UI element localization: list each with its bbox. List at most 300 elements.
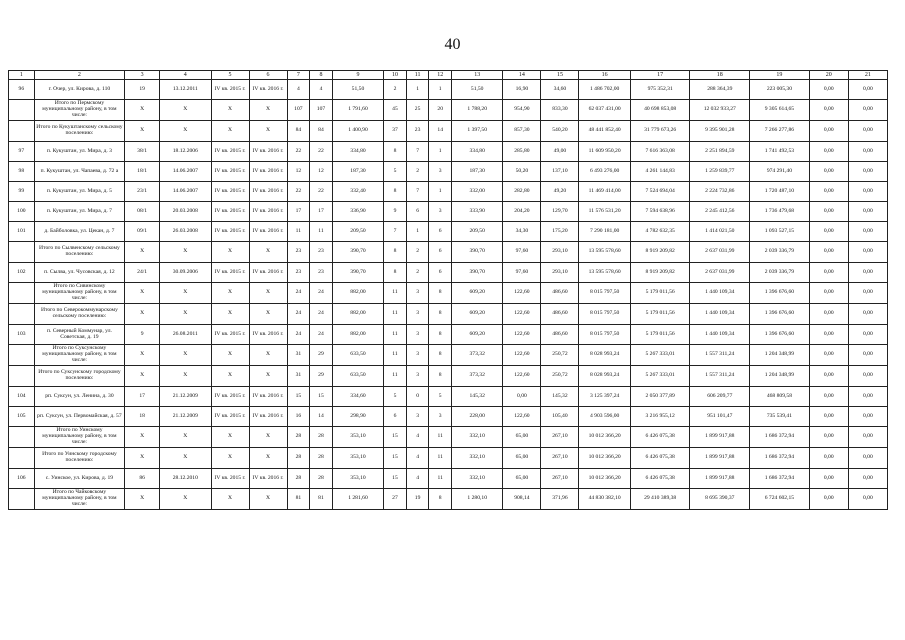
cell-col-20: 0,00 [809, 263, 848, 283]
cell-col-2: п. Северный Коммунар, ул. Советская, д. 19 [34, 325, 124, 345]
cell-col-18: 951 101,47 [690, 407, 750, 427]
cell-col-10: 11 [384, 345, 407, 366]
cell-col-8: 22 [310, 142, 333, 162]
cell-col-8: 29 [310, 366, 333, 387]
cell-col-9: 390,70 [332, 242, 383, 263]
cell-col-12: 8 [429, 366, 452, 387]
cell-col-1: 103 [9, 325, 35, 345]
cell-col-2: п. Кукуштан, ул. Мира, д. 7 [34, 202, 124, 222]
cell-col-16: 11 576 531,20 [579, 202, 630, 222]
table-subtotal-row [9, 100, 888, 121]
cell-col-5: X [211, 489, 249, 510]
cell-col-19: 1 720 487,10 [750, 182, 810, 202]
table-row [9, 202, 888, 222]
cell-col-11: 23 [406, 121, 429, 142]
cell-col-16: 8 015 797,50 [579, 283, 630, 304]
cell-col-18: 2 224 732,86 [690, 182, 750, 202]
cell-col-15: 486,60 [541, 283, 579, 304]
cell-col-7: 31 [287, 345, 310, 366]
cell-col-2: п. Кукуштан, ул. Чапаева, д. 72 а [34, 162, 124, 182]
cell-col-12: 6 [429, 222, 452, 242]
cell-col-5: IV кв. 2015 г. [211, 407, 249, 427]
cell-col-16: 13 595 578,60 [579, 263, 630, 283]
cell-col-6: IV кв. 2016 г. [249, 325, 287, 345]
cell-col-9: 9 [332, 71, 383, 80]
cell-col-7: 22 [287, 142, 310, 162]
cell-col-18: 2 637 031,99 [690, 263, 750, 283]
cell-col-9: 336,90 [332, 202, 383, 222]
cell-col-12: 8 [429, 304, 452, 325]
cell-col-16: 44 830 382,10 [579, 489, 630, 510]
cell-col-15: 540,20 [541, 121, 579, 142]
cell-col-10: 45 [384, 100, 407, 121]
cell-col-15: 371,96 [541, 489, 579, 510]
cell-col-12: 11 [429, 448, 452, 469]
cell-col-8: 24 [310, 283, 333, 304]
cell-col-16: 11 609 950,20 [579, 142, 630, 162]
cell-col-4: 26.03.2008 [160, 222, 211, 242]
cell-col-17: 6 426 075,38 [630, 448, 690, 469]
cell-col-14: 857,30 [503, 121, 541, 142]
cell-col-13: 609,20 [452, 304, 503, 325]
cell-col-8: 4 [310, 80, 333, 100]
cell-col-4: 4 [160, 71, 211, 80]
cell-col-15: 250,72 [541, 345, 579, 366]
cell-col-5: IV кв. 2015 г. [211, 387, 249, 407]
cell-col-19: 9 305 614,65 [750, 100, 810, 121]
cell-col-5: IV кв. 2015 г. [211, 202, 249, 222]
cell-col-13: 145,32 [452, 387, 503, 407]
cell-col-8: 28 [310, 469, 333, 489]
cell-col-13: 1 280,10 [452, 489, 503, 510]
cell-col-6: X [249, 304, 287, 325]
cell-col-14: 34,30 [503, 222, 541, 242]
cell-col-9: 334,60 [332, 387, 383, 407]
cell-col-11: 11 [406, 71, 429, 80]
cell-col-15: 267,10 [541, 427, 579, 448]
cell-col-16: 48 441 852,40 [579, 121, 630, 142]
cell-col-3: 09/1 [125, 222, 160, 242]
cell-col-7: 22 [287, 182, 310, 202]
cell-col-17: 975 352,31 [630, 80, 690, 100]
cell-col-19: 1 686 372,94 [750, 448, 810, 469]
cell-col-3: 19 [125, 80, 160, 100]
cell-col-8: 84 [310, 121, 333, 142]
table-subtotal-row [9, 345, 888, 366]
cell-col-13: 209,50 [452, 222, 503, 242]
cell-col-6: 6 [249, 71, 287, 80]
cell-col-2: Итого по Уинскому городскому поселению: [34, 448, 124, 469]
cell-col-7: 28 [287, 448, 310, 469]
cell-col-11: 7 [406, 142, 429, 162]
cell-col-7: 28 [287, 427, 310, 448]
cell-col-9: 298,90 [332, 407, 383, 427]
cell-col-5: X [211, 100, 249, 121]
cell-col-10: 8 [384, 242, 407, 263]
cell-col-4: 30.09.2006 [160, 263, 211, 283]
cell-col-20: 0,00 [809, 242, 848, 263]
cell-col-18: 1 440 109,34 [690, 304, 750, 325]
cell-col-16: 8 015 797,50 [579, 304, 630, 325]
cell-col-12: 6 [429, 242, 452, 263]
cell-col-10: 2 [384, 80, 407, 100]
cell-col-5: IV кв. 2015 г. [211, 182, 249, 202]
cell-col-5: IV кв. 2015 г. [211, 469, 249, 489]
cell-col-13: 332,00 [452, 182, 503, 202]
cell-col-8: 12 [310, 162, 333, 182]
cell-col-5: X [211, 366, 249, 387]
cell-col-1: 100 [9, 202, 35, 222]
cell-col-8: 81 [310, 489, 333, 510]
cell-col-9: 209,50 [332, 222, 383, 242]
cell-col-9: 633,50 [332, 345, 383, 366]
cell-col-8: 28 [310, 448, 333, 469]
cell-col-3: X [125, 448, 160, 469]
cell-col-10: 9 [384, 202, 407, 222]
cell-col-17: 17 [630, 71, 690, 80]
cell-col-20: 20 [809, 71, 848, 80]
table-subtotal-row [9, 121, 888, 142]
cell-col-15: 49,20 [541, 182, 579, 202]
cell-col-18: 1 259 839,77 [690, 162, 750, 182]
cell-col-14: 122,60 [503, 304, 541, 325]
cell-col-11: 1 [406, 80, 429, 100]
cell-col-20: 0,00 [809, 448, 848, 469]
cell-col-7: 11 [287, 222, 310, 242]
cell-col-13: 609,20 [452, 283, 503, 304]
cell-col-17: 7 616 363,08 [630, 142, 690, 162]
cell-col-21: 0,00 [848, 407, 887, 427]
cell-col-13: 51,50 [452, 80, 503, 100]
cell-col-19: 1 686 372,94 [750, 469, 810, 489]
cell-col-16: 8 028 993,24 [579, 345, 630, 366]
cell-col-16: 8 015 797,50 [579, 325, 630, 345]
cell-col-21: 0,00 [848, 100, 887, 121]
cell-col-6: IV кв. 2016 г. [249, 80, 287, 100]
cell-col-13: 332,10 [452, 469, 503, 489]
cell-col-6: IV кв. 2016 г. [249, 182, 287, 202]
cell-col-19: 1 736 479,68 [750, 202, 810, 222]
cell-col-7: 23 [287, 263, 310, 283]
cell-col-19: 223 005,30 [750, 80, 810, 100]
cell-col-15: 486,60 [541, 325, 579, 345]
cell-col-4: 21.12.2009 [160, 387, 211, 407]
cell-col-9: 1 400,90 [332, 121, 383, 142]
cell-col-3: X [125, 304, 160, 325]
table-subtotal-row [9, 448, 888, 469]
cell-col-3: 17 [125, 387, 160, 407]
cell-col-15: 129,70 [541, 202, 579, 222]
table-subtotal-row [9, 489, 888, 510]
cell-col-1 [9, 448, 35, 469]
cell-col-3: X [125, 366, 160, 387]
cell-col-10: 15 [384, 427, 407, 448]
cell-col-12: 3 [429, 407, 452, 427]
cell-col-10: 6 [384, 407, 407, 427]
cell-col-13: 390,70 [452, 263, 503, 283]
cell-col-13: 373,32 [452, 366, 503, 387]
cell-col-12: 5 [429, 387, 452, 407]
cell-col-16: 10 012 366,20 [579, 448, 630, 469]
cell-col-11: 2 [406, 242, 429, 263]
cell-col-11: 4 [406, 469, 429, 489]
cell-col-18: 288 364,39 [690, 80, 750, 100]
cell-col-17: 8 919 209,82 [630, 263, 690, 283]
cell-col-12: 11 [429, 469, 452, 489]
table-row [9, 263, 888, 283]
cell-col-12: 8 [429, 283, 452, 304]
cell-col-7: 31 [287, 366, 310, 387]
cell-col-21: 0,00 [848, 366, 887, 387]
cell-col-2: 2 [34, 71, 124, 80]
cell-col-7: 4 [287, 80, 310, 100]
cell-col-18: 1 557 311,24 [690, 345, 750, 366]
cell-col-12: 3 [429, 202, 452, 222]
cell-col-17: 5 267 333,01 [630, 366, 690, 387]
cell-col-2: Итого по Северокоммунарскому сельскому поселению: [34, 304, 124, 325]
cell-col-19: 1 093 527,15 [750, 222, 810, 242]
cell-col-10: 5 [384, 162, 407, 182]
cell-col-21: 0,00 [848, 387, 887, 407]
cell-col-10: 8 [384, 142, 407, 162]
cell-col-2: Итого по Сылвенскому сельскому поселению: [34, 242, 124, 263]
cell-col-11: 4 [406, 448, 429, 469]
cell-col-20: 0,00 [809, 489, 848, 510]
cell-col-17: 29 410 389,38 [630, 489, 690, 510]
cell-col-10: 15 [384, 448, 407, 469]
cell-col-13: 187,30 [452, 162, 503, 182]
cell-col-15: 293,10 [541, 242, 579, 263]
cell-col-19: 1 396 676,60 [750, 325, 810, 345]
cell-col-6: IV кв. 2016 г. [249, 142, 287, 162]
cell-col-9: 353,10 [332, 469, 383, 489]
cell-col-4: X [160, 366, 211, 387]
cell-col-8: 24 [310, 304, 333, 325]
cell-col-18: 2 245 412,56 [690, 202, 750, 222]
cell-col-14: 122,60 [503, 283, 541, 304]
cell-col-16: 7 290 181,00 [579, 222, 630, 242]
cell-col-11: 2 [406, 162, 429, 182]
table-header-row [9, 71, 888, 80]
cell-col-2: Итого по Кукуштанскому сельскому поселению: [34, 121, 124, 142]
cell-col-6: IV кв. 2016 г. [249, 162, 287, 182]
cell-col-6: X [249, 366, 287, 387]
page-number: 40 [444, 36, 461, 53]
cell-col-9: 353,10 [332, 427, 383, 448]
table-subtotal-row [9, 427, 888, 448]
register-body [9, 71, 888, 510]
cell-col-5: X [211, 345, 249, 366]
cell-col-2: п. Кукуштан, ул. Мира, д. 3 [34, 142, 124, 162]
cell-col-20: 0,00 [809, 222, 848, 242]
cell-col-4: 18.12.2006 [160, 142, 211, 162]
cell-col-3: 18 [125, 407, 160, 427]
cell-col-8: 107 [310, 100, 333, 121]
cell-col-15: 833,30 [541, 100, 579, 121]
table-subtotal-row [9, 242, 888, 263]
cell-col-15: 486,60 [541, 304, 579, 325]
cell-col-17: 5 267 333,01 [630, 345, 690, 366]
cell-col-1: 106 [9, 469, 35, 489]
table-row [9, 80, 888, 100]
cell-col-5: IV кв. 2015 г. [211, 162, 249, 182]
cell-col-16: 62 037 431,00 [579, 100, 630, 121]
cell-col-17: 6 426 075,38 [630, 469, 690, 489]
cell-col-19: 1 396 676,60 [750, 304, 810, 325]
cell-col-15: 34,60 [541, 80, 579, 100]
cell-col-3: 38/1 [125, 142, 160, 162]
cell-col-3: 86 [125, 469, 160, 489]
cell-col-19: 1 396 676,60 [750, 283, 810, 304]
cell-col-2: д. Байболовка, ул. Цекан, д. 7 [34, 222, 124, 242]
cell-col-7: 84 [287, 121, 310, 142]
cell-col-3: X [125, 121, 160, 142]
cell-col-16: 16 [579, 71, 630, 80]
cell-col-11: 3 [406, 345, 429, 366]
cell-col-18: 18 [690, 71, 750, 80]
cell-col-20: 0,00 [809, 407, 848, 427]
cell-col-21: 0,00 [848, 283, 887, 304]
cell-col-7: 24 [287, 304, 310, 325]
cell-col-1: 1 [9, 71, 35, 80]
cell-col-4: X [160, 121, 211, 142]
cell-col-17: 5 179 011,56 [630, 283, 690, 304]
cell-col-13: 332,10 [452, 427, 503, 448]
cell-col-1 [9, 100, 35, 121]
cell-col-21: 0,00 [848, 142, 887, 162]
table-row [9, 407, 888, 427]
cell-col-4: 14.06.2007 [160, 182, 211, 202]
cell-col-9: 353,10 [332, 448, 383, 469]
cell-col-8: 17 [310, 202, 333, 222]
cell-col-11: 3 [406, 407, 429, 427]
cell-col-21: 0,00 [848, 345, 887, 366]
cell-col-4: X [160, 283, 211, 304]
cell-col-6: X [249, 345, 287, 366]
cell-col-13: 333,90 [452, 202, 503, 222]
cell-col-14: 97,60 [503, 263, 541, 283]
cell-col-8: 23 [310, 263, 333, 283]
cell-col-20: 0,00 [809, 283, 848, 304]
cell-col-19: 1 204 348,99 [750, 366, 810, 387]
cell-col-12: 8 [429, 489, 452, 510]
cell-col-21: 0,00 [848, 304, 887, 325]
cell-col-17: 40 698 853,08 [630, 100, 690, 121]
cell-col-5: X [211, 121, 249, 142]
cell-col-18: 8 695 390,37 [690, 489, 750, 510]
cell-col-19: 1 204 348,99 [750, 345, 810, 366]
cell-col-17: 4 782 632,35 [630, 222, 690, 242]
cell-col-13: 13 [452, 71, 503, 80]
cell-col-15: 49,00 [541, 142, 579, 162]
cell-col-3: 3 [125, 71, 160, 80]
cell-col-9: 187,30 [332, 162, 383, 182]
cell-col-8: 14 [310, 407, 333, 427]
cell-col-7: 24 [287, 283, 310, 304]
table-subtotal-row [9, 283, 888, 304]
cell-col-9: 1 791,60 [332, 100, 383, 121]
cell-col-7: 12 [287, 162, 310, 182]
cell-col-1 [9, 304, 35, 325]
cell-col-17: 4 261 144,83 [630, 162, 690, 182]
cell-col-4: 28.12.2010 [160, 469, 211, 489]
cell-col-5: 5 [211, 71, 249, 80]
cell-col-10: 7 [384, 222, 407, 242]
cell-col-13: 334,80 [452, 142, 503, 162]
cell-col-11: 7 [406, 182, 429, 202]
table-row [9, 387, 888, 407]
cell-col-14: 122,60 [503, 407, 541, 427]
cell-col-13: 609,20 [452, 325, 503, 345]
cell-col-12: 11 [429, 427, 452, 448]
cell-col-15: 145,32 [541, 387, 579, 407]
cell-col-8: 29 [310, 345, 333, 366]
cell-col-16: 10 012 366,20 [579, 427, 630, 448]
cell-col-4: X [160, 345, 211, 366]
cell-col-5: IV кв. 2015 г. [211, 80, 249, 100]
cell-col-4: X [160, 304, 211, 325]
cell-col-12: 6 [429, 263, 452, 283]
cell-col-6: X [249, 283, 287, 304]
cell-col-20: 0,00 [809, 325, 848, 345]
cell-col-14: 954,90 [503, 100, 541, 121]
cell-col-20: 0,00 [809, 162, 848, 182]
cell-col-11: 3 [406, 325, 429, 345]
cell-col-11: 6 [406, 202, 429, 222]
cell-col-8: 15 [310, 387, 333, 407]
cell-col-4: X [160, 448, 211, 469]
cell-col-1: 97 [9, 142, 35, 162]
table-subtotal-row [9, 304, 888, 325]
cell-col-1 [9, 242, 35, 263]
cell-col-15: 267,10 [541, 448, 579, 469]
cell-col-6: IV кв. 2016 г. [249, 202, 287, 222]
cell-col-11: 0 [406, 387, 429, 407]
cell-col-21: 0,00 [848, 469, 887, 489]
cell-col-13: 228,00 [452, 407, 503, 427]
cell-col-7: 24 [287, 325, 310, 345]
cell-col-12: 12 [429, 71, 452, 80]
cell-col-1: 102 [9, 263, 35, 283]
cell-col-18: 1 440 109,34 [690, 325, 750, 345]
cell-col-3: X [125, 345, 160, 366]
cell-col-21: 0,00 [848, 80, 887, 100]
cell-col-9: 633,50 [332, 366, 383, 387]
cell-col-3: X [125, 283, 160, 304]
cell-col-17: 7 524 694,04 [630, 182, 690, 202]
cell-col-11: 25 [406, 100, 429, 121]
cell-col-19: 6 724 602,15 [750, 489, 810, 510]
cell-col-1 [9, 283, 35, 304]
cell-col-4: 21.12.2009 [160, 407, 211, 427]
cell-col-3: X [125, 427, 160, 448]
cell-col-19: 2 039 336,79 [750, 263, 810, 283]
cell-col-2: с. Уинское, ул. Кирова, д. 19 [34, 469, 124, 489]
cell-col-6: X [249, 427, 287, 448]
cell-col-16: 4 903 596,00 [579, 407, 630, 427]
cell-col-18: 2 251 894,59 [690, 142, 750, 162]
cell-col-1: 99 [9, 182, 35, 202]
cell-col-18: 1 440 109,34 [690, 283, 750, 304]
cell-col-10: 11 [384, 366, 407, 387]
cell-col-2: Итого по Суксунскому муниципальному району, в том числе: [34, 345, 124, 366]
cell-col-9: 882,00 [332, 283, 383, 304]
cell-col-5: X [211, 242, 249, 263]
cell-col-2: Итого по Суксунскому городскому поселению: [34, 366, 124, 387]
cell-col-10: 8 [384, 182, 407, 202]
cell-col-2: Итого по Чайковскому муниципальному району, в том числе: [34, 489, 124, 510]
cell-col-5: X [211, 427, 249, 448]
